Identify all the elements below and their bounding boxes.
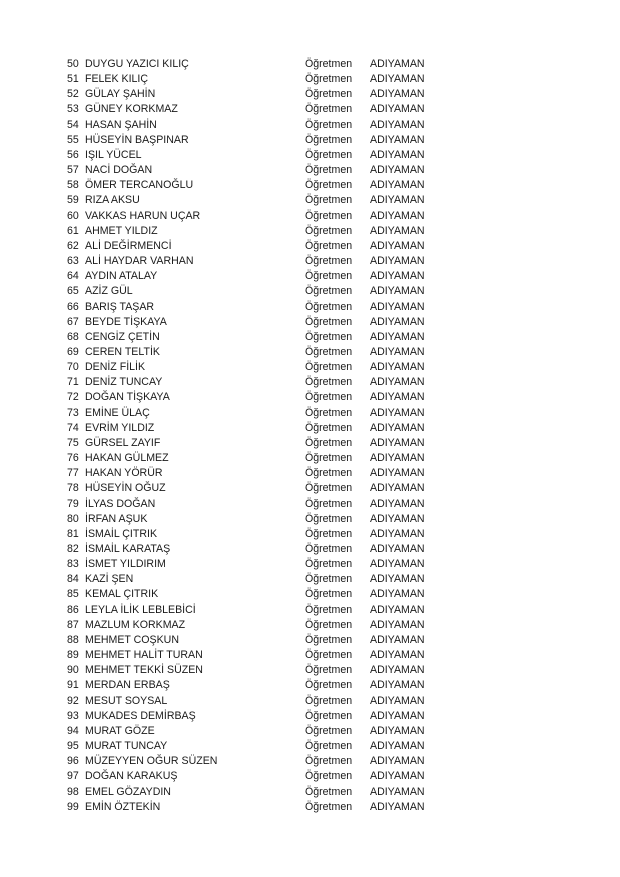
row-number: 66 — [67, 300, 79, 313]
row-number: 88 — [67, 633, 79, 646]
city-label: ADIYAMAN — [370, 482, 425, 495]
city-label: ADIYAMAN — [370, 361, 425, 374]
row-number: 77 — [67, 467, 79, 480]
person-name: İSMAİL ÇITRIK — [85, 527, 158, 540]
person-name: HAKAN YÖRÜR — [85, 467, 163, 480]
person-name: MURAT TUNCAY — [85, 740, 168, 753]
list-item — [0, 375, 620, 390]
list-item — [0, 300, 620, 315]
list-item — [0, 360, 620, 375]
role-label: Öğretmen — [305, 452, 353, 465]
city-label: ADIYAMAN — [370, 709, 425, 722]
role-label: Öğretmen — [305, 148, 353, 161]
city-label: ADIYAMAN — [370, 800, 425, 813]
role-label: Öğretmen — [305, 467, 353, 480]
person-name: MERDAN ERBAŞ — [85, 679, 170, 692]
city-label: ADIYAMAN — [370, 224, 425, 237]
list-item — [0, 557, 620, 572]
role-label: Öğretmen — [305, 679, 353, 692]
city-label: ADIYAMAN — [370, 740, 425, 753]
row-number: 53 — [67, 103, 79, 116]
person-name: İRFAN AŞUK — [85, 512, 148, 525]
row-number: 80 — [67, 512, 79, 525]
role-label: Öğretmen — [305, 633, 353, 646]
role-label: Öğretmen — [305, 285, 353, 298]
person-name: ALİ HAYDAR VARHAN — [85, 255, 194, 268]
row-number: 63 — [67, 255, 79, 268]
row-number: 64 — [67, 270, 79, 283]
person-name: BEYDE TİŞKAYA — [85, 315, 167, 328]
row-number: 91 — [67, 679, 79, 692]
city-label: ADIYAMAN — [370, 391, 425, 404]
person-name: GÜRSEL ZAYIF — [85, 436, 161, 449]
role-label: Öğretmen — [305, 391, 353, 404]
role-label: Öğretmen — [305, 724, 353, 737]
list-item — [0, 163, 620, 178]
list-item — [0, 800, 620, 815]
person-name: VAKKAS HARUN UÇAR — [85, 209, 201, 222]
person-name: GÜLAY ŞAHİN — [85, 88, 156, 101]
person-name: LEYLA İLİK LEBLEBİCİ — [85, 603, 196, 616]
city-label: ADIYAMAN — [370, 285, 425, 298]
person-name: HAKAN GÜLMEZ — [85, 452, 169, 465]
list-item — [0, 769, 620, 784]
role-label: Öğretmen — [305, 527, 353, 540]
row-number: 71 — [67, 376, 79, 389]
city-label: ADIYAMAN — [370, 209, 425, 222]
city-label: ADIYAMAN — [370, 724, 425, 737]
person-name: MEHMET COŞKUN — [85, 633, 179, 646]
list-item — [0, 345, 620, 360]
person-name: DENİZ FİLİK — [85, 361, 146, 374]
city-label: ADIYAMAN — [370, 270, 425, 283]
list-item — [0, 497, 620, 512]
city-label: ADIYAMAN — [370, 73, 425, 86]
role-label: Öğretmen — [305, 664, 353, 677]
person-name: CENGİZ ÇETİN — [85, 330, 160, 343]
person-name: MUKADES DEMİRBAŞ — [85, 709, 196, 722]
row-number: 95 — [67, 740, 79, 753]
person-name: HÜSEYİN BAŞPINAR — [85, 133, 189, 146]
list-item — [0, 178, 620, 193]
role-label: Öğretmen — [305, 421, 353, 434]
role-label: Öğretmen — [305, 73, 353, 86]
role-label: Öğretmen — [305, 209, 353, 222]
role-label: Öğretmen — [305, 118, 353, 131]
city-label: ADIYAMAN — [370, 770, 425, 783]
row-number: 82 — [67, 543, 79, 555]
role-label: Öğretmen — [305, 164, 353, 177]
role-label: Öğretmen — [305, 482, 353, 495]
list-item — [0, 87, 620, 102]
person-name: AHMET YILDIZ — [85, 224, 158, 237]
role-label: Öğretmen — [305, 315, 353, 328]
role-label: Öğretmen — [305, 330, 353, 343]
row-number: 75 — [67, 436, 79, 449]
row-number: 99 — [67, 800, 79, 813]
list-item — [0, 330, 620, 345]
city-label: ADIYAMAN — [370, 512, 425, 525]
role-label: Öğretmen — [305, 239, 353, 252]
row-number: 81 — [67, 527, 79, 540]
person-name: RIZA AKSU — [85, 194, 140, 207]
city-label: ADIYAMAN — [370, 573, 425, 586]
role-label: Öğretmen — [305, 618, 353, 631]
city-label: ADIYAMAN — [370, 452, 425, 465]
list-item — [0, 254, 620, 269]
city-label: ADIYAMAN — [370, 330, 425, 343]
role-label: Öğretmen — [305, 300, 353, 313]
list-item — [0, 603, 620, 618]
row-number: 58 — [67, 179, 79, 192]
list-item — [0, 739, 620, 754]
city-label: ADIYAMAN — [370, 558, 425, 571]
row-number: 61 — [67, 224, 79, 237]
person-name: ÖMER TERCANOĞLU — [85, 179, 194, 192]
row-number: 76 — [67, 452, 79, 465]
person-name: HÜSEYİN OĞUZ — [85, 482, 166, 495]
row-number: 85 — [67, 588, 79, 601]
city-label: ADIYAMAN — [370, 103, 425, 116]
list-item — [0, 587, 620, 602]
city-label: ADIYAMAN — [370, 239, 425, 252]
role-label: Öğretmen — [305, 88, 353, 101]
row-number: 79 — [67, 497, 79, 510]
list-item — [0, 785, 620, 800]
list-item — [0, 133, 620, 148]
role-label: Öğretmen — [305, 770, 353, 783]
list-item — [0, 451, 620, 466]
row-number: 96 — [67, 755, 79, 768]
person-name: BARIŞ TAŞAR — [85, 300, 155, 313]
role-label: Öğretmen — [305, 588, 353, 601]
row-number: 86 — [67, 603, 79, 616]
row-number: 90 — [67, 664, 79, 677]
city-label: ADIYAMAN — [370, 345, 425, 358]
row-number: 98 — [67, 785, 79, 798]
role-label: Öğretmen — [305, 512, 353, 525]
row-number: 72 — [67, 391, 79, 404]
row-number: 54 — [67, 118, 79, 131]
role-label: Öğretmen — [305, 255, 353, 268]
list-item — [0, 724, 620, 739]
person-name: İSMAİL KARATAŞ — [85, 543, 171, 555]
role-label: Öğretmen — [305, 649, 353, 662]
list-item — [0, 527, 620, 542]
city-label: ADIYAMAN — [370, 694, 425, 707]
person-name: FELEK KILIÇ — [85, 73, 148, 86]
city-label: ADIYAMAN — [370, 148, 425, 161]
row-number: 97 — [67, 770, 79, 783]
role-label: Öğretmen — [305, 740, 353, 753]
list-item — [0, 193, 620, 208]
list-item — [0, 618, 620, 633]
list-item — [0, 406, 620, 421]
person-name: CEREN TELTİK — [85, 345, 160, 358]
person-name: KAZİ ŞEN — [85, 573, 134, 586]
person-name: DUYGU YAZICI KILIÇ — [85, 58, 189, 70]
person-name: MÜZEYYEN OĞUR SÜZEN — [85, 755, 218, 768]
row-number: 59 — [67, 194, 79, 207]
city-label: ADIYAMAN — [370, 164, 425, 177]
row-number: 65 — [67, 285, 79, 298]
person-name: EMİN ÖZTEKİN — [85, 800, 161, 813]
role-label: Öğretmen — [305, 376, 353, 389]
role-label: Öğretmen — [305, 694, 353, 707]
city-label: ADIYAMAN — [370, 315, 425, 328]
role-label: Öğretmen — [305, 179, 353, 192]
list-item — [0, 421, 620, 436]
city-label: ADIYAMAN — [370, 436, 425, 449]
person-name: AZİZ GÜL — [85, 285, 133, 298]
role-label: Öğretmen — [305, 755, 353, 768]
person-name: EMİNE ÜLAÇ — [85, 406, 150, 419]
city-label: ADIYAMAN — [370, 497, 425, 510]
role-label: Öğretmen — [305, 406, 353, 419]
list-item — [0, 102, 620, 117]
person-name: KEMAL ÇITRIK — [85, 588, 159, 601]
list-item — [0, 239, 620, 254]
person-name: MAZLUM KORKMAZ — [85, 618, 186, 631]
person-name: MEHMET TEKKİ SÜZEN — [85, 664, 203, 677]
row-number: 87 — [67, 618, 79, 631]
city-label: ADIYAMAN — [370, 58, 425, 70]
person-name: EVRİM YILDIZ — [85, 421, 155, 434]
row-number: 73 — [67, 406, 79, 419]
person-name: DENİZ TUNCAY — [85, 376, 163, 389]
list-item — [0, 57, 620, 72]
list-item — [0, 224, 620, 239]
list-item — [0, 209, 620, 224]
role-label: Öğretmen — [305, 270, 353, 283]
list-item — [0, 754, 620, 769]
city-label: ADIYAMAN — [370, 649, 425, 662]
row-number: 78 — [67, 482, 79, 495]
row-number: 70 — [67, 361, 79, 374]
city-label: ADIYAMAN — [370, 118, 425, 131]
role-label: Öğretmen — [305, 558, 353, 571]
person-name: DOĞAN TİŞKAYA — [85, 391, 170, 404]
row-number: 51 — [67, 73, 79, 86]
city-label: ADIYAMAN — [370, 255, 425, 268]
list-item — [0, 390, 620, 405]
city-label: ADIYAMAN — [370, 679, 425, 692]
row-number: 93 — [67, 709, 79, 722]
row-number: 57 — [67, 164, 79, 177]
role-label: Öğretmen — [305, 224, 353, 237]
person-name: GÜNEY KORKMAZ — [85, 103, 178, 116]
list-item — [0, 663, 620, 678]
city-label: ADIYAMAN — [370, 194, 425, 207]
list-item — [0, 269, 620, 284]
role-label: Öğretmen — [305, 709, 353, 722]
city-label: ADIYAMAN — [370, 527, 425, 540]
row-number: 94 — [67, 724, 79, 737]
list-item — [0, 72, 620, 87]
role-label: Öğretmen — [305, 194, 353, 207]
role-label: Öğretmen — [305, 543, 353, 555]
person-name: ALİ DEĞİRMENCİ — [85, 239, 172, 252]
person-name: DOĞAN KARAKUŞ — [85, 770, 178, 783]
row-number: 83 — [67, 558, 79, 571]
row-number: 56 — [67, 148, 79, 161]
city-label: ADIYAMAN — [370, 755, 425, 768]
city-label: ADIYAMAN — [370, 88, 425, 101]
city-label: ADIYAMAN — [370, 543, 425, 555]
list-item — [0, 648, 620, 663]
row-number: 74 — [67, 421, 79, 434]
city-label: ADIYAMAN — [370, 588, 425, 601]
row-number: 68 — [67, 330, 79, 343]
city-label: ADIYAMAN — [370, 421, 425, 434]
person-name: HASAN ŞAHİN — [85, 118, 157, 131]
city-label: ADIYAMAN — [370, 406, 425, 419]
person-name: MESUT SOYSAL — [85, 694, 168, 707]
role-label: Öğretmen — [305, 58, 353, 70]
list-item — [0, 466, 620, 481]
role-label: Öğretmen — [305, 361, 353, 374]
row-number: 60 — [67, 209, 79, 222]
row-number: 55 — [67, 133, 79, 146]
row-number: 50 — [67, 58, 79, 70]
list-item — [0, 512, 620, 527]
row-number: 62 — [67, 239, 79, 252]
list-item — [0, 148, 620, 163]
city-label: ADIYAMAN — [370, 179, 425, 192]
teacher-list — [0, 57, 620, 815]
row-number: 92 — [67, 694, 79, 707]
role-label: Öğretmen — [305, 103, 353, 116]
role-label: Öğretmen — [305, 603, 353, 616]
city-label: ADIYAMAN — [370, 376, 425, 389]
person-name: NACİ DOĞAN — [85, 164, 153, 177]
person-name: MEHMET HALİT TURAN — [85, 649, 203, 662]
role-label: Öğretmen — [305, 800, 353, 813]
person-name: İSMET YILDIRIM — [85, 558, 166, 571]
list-item — [0, 481, 620, 496]
role-label: Öğretmen — [305, 573, 353, 586]
city-label: ADIYAMAN — [370, 133, 425, 146]
role-label: Öğretmen — [305, 785, 353, 798]
list-item — [0, 118, 620, 133]
city-label: ADIYAMAN — [370, 618, 425, 631]
person-name: MURAT GÖZE — [85, 724, 155, 737]
list-item — [0, 315, 620, 330]
row-number: 89 — [67, 649, 79, 662]
role-label: Öğretmen — [305, 133, 353, 146]
person-name: IŞIL YÜCEL — [85, 148, 142, 161]
person-name: EMEL GÖZAYDIN — [85, 785, 171, 798]
city-label: ADIYAMAN — [370, 603, 425, 616]
person-name: AYDIN ATALAY — [85, 270, 158, 283]
row-number: 52 — [67, 88, 79, 101]
list-item — [0, 709, 620, 724]
row-number: 84 — [67, 573, 79, 586]
list-item — [0, 542, 620, 557]
city-label: ADIYAMAN — [370, 300, 425, 313]
list-item — [0, 572, 620, 587]
role-label: Öğretmen — [305, 345, 353, 358]
city-label: ADIYAMAN — [370, 785, 425, 798]
person-name: İLYAS DOĞAN — [85, 497, 156, 510]
role-label: Öğretmen — [305, 436, 353, 449]
list-item — [0, 633, 620, 648]
row-number: 69 — [67, 345, 79, 358]
role-label: Öğretmen — [305, 497, 353, 510]
city-label: ADIYAMAN — [370, 664, 425, 677]
list-item — [0, 678, 620, 693]
list-item — [0, 436, 620, 451]
row-number: 67 — [67, 315, 79, 328]
city-label: ADIYAMAN — [370, 467, 425, 480]
list-item — [0, 694, 620, 709]
list-item — [0, 284, 620, 299]
city-label: ADIYAMAN — [370, 633, 425, 646]
